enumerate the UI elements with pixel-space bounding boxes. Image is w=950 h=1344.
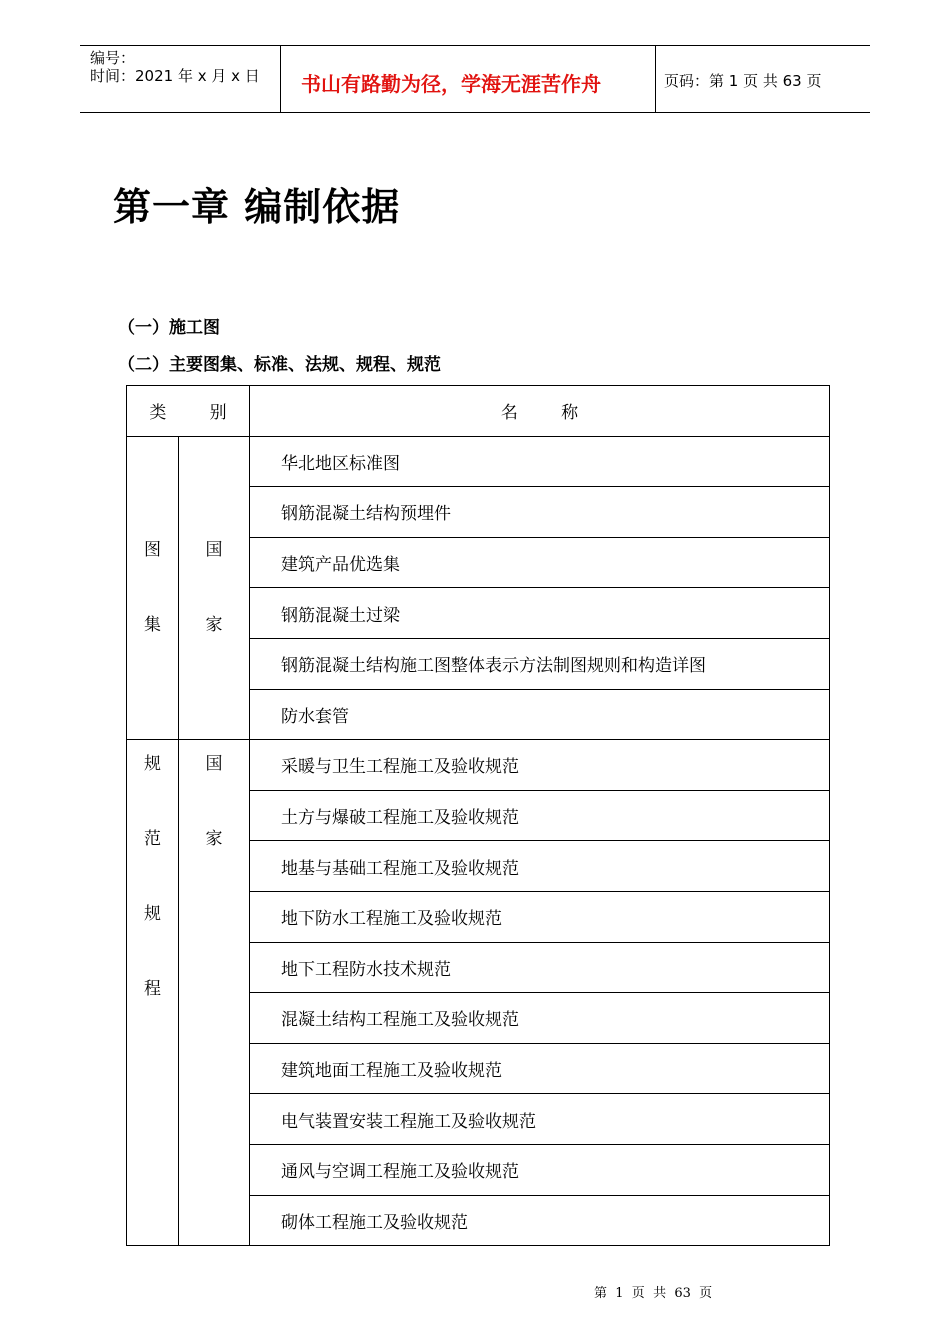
standard-name: 钢筋混凝土结构施工图整体表示方法制图规则和构造详图 (250, 638, 830, 689)
category-char: 程 (144, 979, 161, 1000)
subcategory-national (179, 740, 250, 1246)
category-char: 规 (144, 754, 161, 775)
standard-name: 砌体工程施工及验收规范 (250, 1195, 830, 1246)
doc-time-label: 时间：2021 年 x 月 x 日 (90, 67, 260, 85)
category-codes (127, 740, 179, 1246)
subcategory-char: 国 (205, 754, 223, 775)
standard-name: 建筑产品优选集 (250, 537, 830, 588)
standard-name: 地下防水工程施工及验收规范 (250, 891, 830, 942)
section-heading-2: （二）主要图集、标准、法规、规程、规范 (118, 355, 441, 375)
header-divider-2 (655, 45, 656, 112)
table-row (127, 436, 830, 487)
table-header-row (127, 386, 830, 437)
category-char: 规 (144, 904, 161, 925)
standard-name: 建筑地面工程施工及验收规范 (250, 1043, 830, 1094)
header-top-rule (80, 45, 870, 46)
header-motto: 书山有路勤为径，学海无涯苦作舟 (301, 72, 601, 96)
subcategory-national (179, 436, 250, 740)
page-info: 页码：第 1 页 共 63 页 (664, 72, 822, 90)
header-name: 名 称 (250, 386, 830, 437)
standard-name: 地下工程防水技术规范 (250, 942, 830, 993)
header-divider-1 (280, 45, 281, 112)
standard-name: 华北地区标准图 (250, 436, 830, 487)
standard-name: 通风与空调工程施工及验收规范 (250, 1144, 830, 1195)
standards-table (126, 385, 830, 1246)
page-footer: 第 1 页 共 63 页 (594, 1286, 713, 1301)
standard-name: 钢筋混凝土过梁 (250, 588, 830, 639)
header-bottom-rule (80, 112, 870, 113)
standard-name: 土方与爆破工程施工及验收规范 (250, 790, 830, 841)
chapter-title: 第一章 编制依据 (113, 184, 401, 229)
subcategory-char: 家 (205, 614, 223, 635)
category-char: 图 (144, 539, 161, 560)
subcategory-char: 家 (205, 829, 223, 850)
standard-name: 电气装置安装工程施工及验收规范 (250, 1094, 830, 1145)
header-category: 类 别 (127, 386, 250, 437)
standard-name: 防水套管 (250, 689, 830, 740)
table-row (127, 740, 830, 791)
category-char: 范 (144, 829, 161, 850)
standard-name: 钢筋混凝土结构预埋件 (250, 487, 830, 538)
category-atlas (127, 436, 179, 740)
standard-name: 采暖与卫生工程施工及验收规范 (250, 740, 830, 791)
standard-name: 混凝土结构工程施工及验收规范 (250, 993, 830, 1044)
category-char: 集 (144, 614, 161, 635)
subcategory-char: 国 (205, 539, 223, 560)
standard-name: 地基与基础工程施工及验收规范 (250, 841, 830, 892)
doc-number-label: 编号： (90, 49, 136, 67)
section-heading-1: （一）施工图 (118, 318, 220, 338)
